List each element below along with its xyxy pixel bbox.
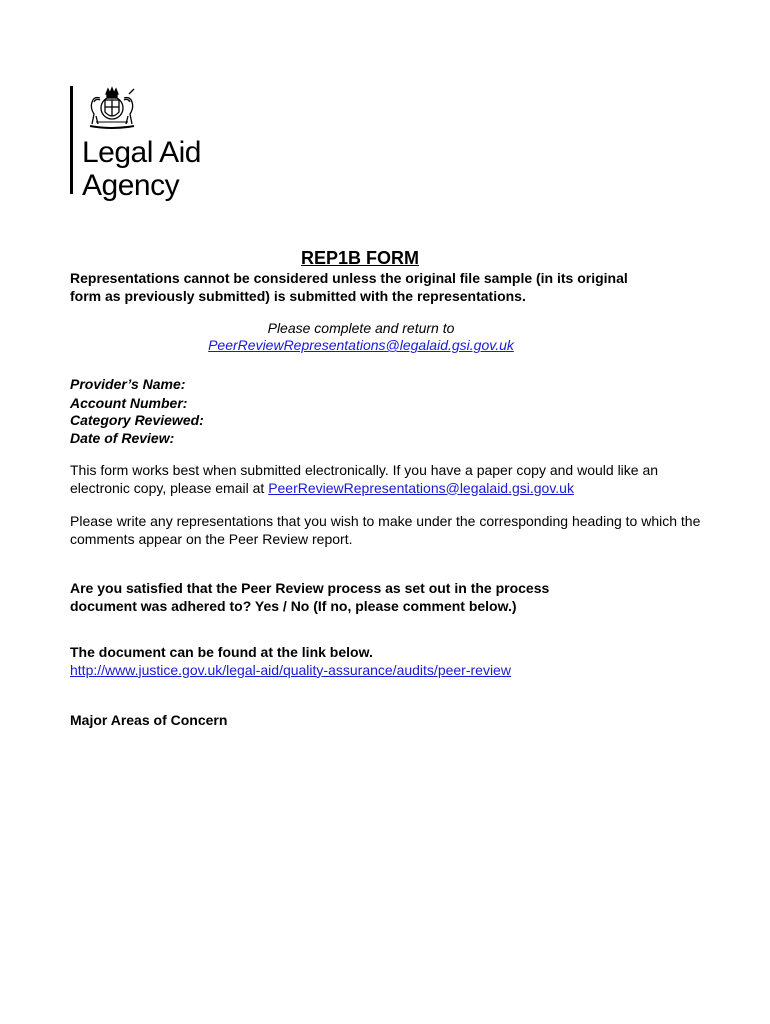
return-prompt: Please complete and return to — [267, 320, 455, 336]
representation-notice: Representations cannot be considered unless the original file sample (in its original form as previously submitted) is submitted with the representations. — [70, 270, 628, 304]
agency-name-line1: Legal Aid — [82, 136, 201, 169]
electronic-submission-note — [70, 462, 710, 497]
date-of-review-label: Date of Review: — [70, 429, 175, 446]
major-areas-heading: Major Areas of Concern — [70, 712, 228, 728]
peer-review-url-link[interactable]: http://www.justice.gov.uk/legal-aid/quality-assurance/audits/peer-review — [70, 661, 511, 678]
form-title: REP1B FORM — [300, 248, 419, 268]
electronic-note-text: This form works best when submitted electronically. If you have a paper copy and would like an electronic copy, please email at — [70, 462, 659, 496]
logo-divider-bar — [70, 86, 73, 194]
electronic-email-link[interactable]: PeerReviewRepresentations@legalaid.gsi.gov.uk — [268, 479, 574, 496]
account-number-label: Account Number: — [70, 394, 188, 411]
document-link-label: The document can be found at the link below. — [70, 644, 373, 660]
return-email-link[interactable]: PeerReviewRepresentations@legalaid.gsi.gov.uk — [208, 337, 514, 353]
agency-name-line2: Agency — [82, 169, 180, 202]
process-question: Are you satisfied that the Peer Review process as set out in the process document was adhered to? Yes / No (If no, please comment below.) — [70, 580, 550, 614]
return-instructions — [0, 320, 722, 354]
provider-fields — [70, 376, 720, 447]
document-link-section — [70, 644, 720, 679]
agency-name — [82, 136, 201, 202]
royal-coat-of-arms-icon — [82, 86, 142, 130]
category-reviewed-label: Category Reviewed: — [70, 412, 204, 428]
legal-aid-agency-logo — [70, 86, 270, 202]
provider-name-label: Provider’s Name: — [70, 376, 186, 392]
representation-instructions: Please write any representations that you wish to make under the corresponding heading to which the comments appear on the Peer Review report. — [70, 513, 701, 547]
